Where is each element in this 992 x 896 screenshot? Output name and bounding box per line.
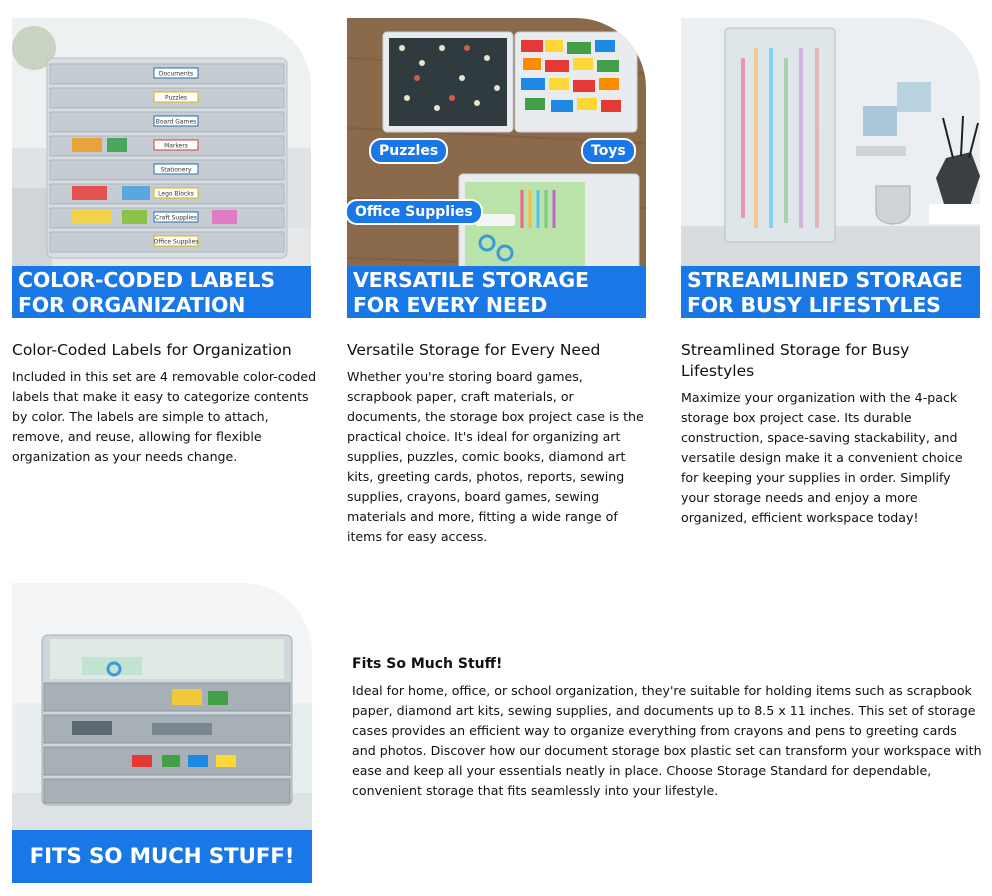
- box-label: Craft Supplies: [155, 214, 197, 222]
- banner-line-1: VERSATILE STORAGE: [353, 268, 589, 292]
- box-label: Puzzles: [164, 94, 188, 102]
- card-title: Streamlined Storage for Busy Lifestyles: [681, 341, 910, 380]
- box-label: Board Games: [155, 118, 197, 126]
- box-label: Documents: [158, 70, 194, 78]
- banner-line-2: FOR ORGANIZATION: [18, 293, 246, 317]
- fits-body: Ideal for home, office, or school organization, they're suitable for holding items such as scrapbook paper, diamond art kits, sewing supplies, and documents up to 8.5 x 11 inches. This set of storage cases provides an efficient way to organize everything from crayons and pens to greeting cards and photos. Discover how our document storage box plastic set can transform your workspace with ease and keep all your essentials neatly in place. Choose Storage Standard for dependable, convenient storage that fits seamlessly into your lifestyle.: [352, 683, 982, 798]
- banner-line-2: FOR EVERY NEED: [353, 293, 548, 317]
- box-label: Lego Blocks: [158, 190, 194, 198]
- banner-line-2: FOR BUSY LIFESTYLES: [687, 293, 941, 317]
- box-label: Markers: [164, 142, 188, 150]
- card-body: Maximize your organization with the 4-pack storage box project case. Its durable construction, space-saving stackability, and versatile design make it a convenient choice for keeping your supplies in order. Simplify your storage needs and enjoy a more organized, efficient workspace today!: [681, 390, 963, 525]
- card-body: Included in this set are 4 removable color-coded labels that make it easy to categorize contents by color. The labels are simple to attach, remove, and reuse, allowing for flexible organization as your needs change.: [12, 369, 317, 464]
- card-body: Whether you're storing board games, scrapbook paper, craft materials, or documents, the storage box project case is the practical choice. It's ideal for organizing art supplies, puzzles, comic books, diamond art kits, greeting cards, photos, reports, sewing supplies, crayons, board games, sewing materials and more, fitting a wide range of items for easy access.: [347, 369, 644, 544]
- streamlined-storage-text: [681, 340, 981, 528]
- card-title: Color-Coded Labels for Organization: [12, 341, 292, 359]
- box-label: Stationery: [160, 166, 192, 174]
- card-banner: [12, 266, 311, 318]
- card-title: Versatile Storage for Every Need: [347, 341, 601, 359]
- fits-so-much-text: [352, 654, 984, 801]
- color-coded-labels-text: [12, 340, 317, 467]
- card-banner: [681, 266, 980, 318]
- fits-banner: FITS SO MUCH STUFF!: [12, 830, 312, 883]
- banner-line-1: STREAMLINED STORAGE: [687, 268, 963, 292]
- versatile-storage-text: [347, 340, 647, 547]
- tag-puzzles: Puzzles: [369, 138, 448, 164]
- card-banner: [347, 266, 646, 318]
- tag-toys: Toys: [581, 138, 636, 164]
- box-label: Office Supplies: [153, 238, 199, 246]
- tag-office-supplies: Office Supplies: [347, 199, 483, 225]
- streamlined-storage-image: [681, 18, 980, 318]
- fits-so-much-image: [12, 583, 312, 883]
- fits-title: Fits So Much Stuff!: [352, 656, 503, 672]
- banner-line-1: COLOR-CODED LABELS: [18, 268, 275, 292]
- versatile-storage-image: [347, 18, 646, 318]
- color-coded-labels-image: [12, 18, 311, 318]
